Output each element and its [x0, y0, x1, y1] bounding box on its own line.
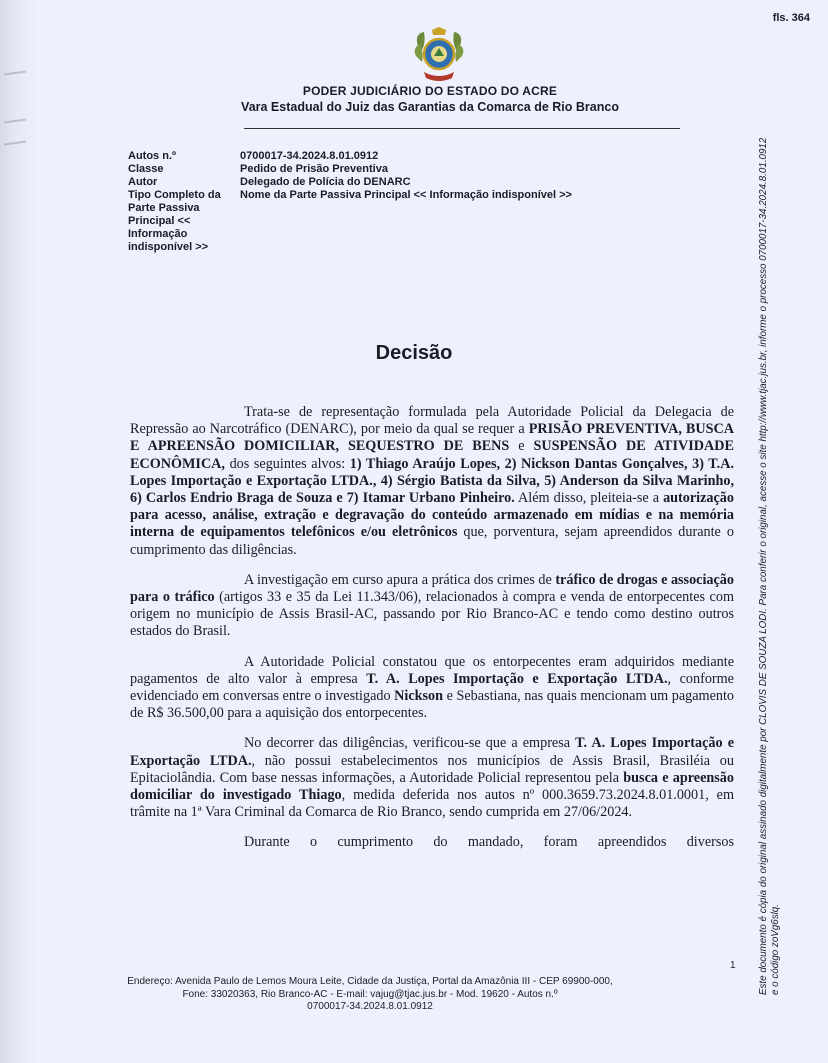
page-left-edge-shadow — [0, 0, 40, 1063]
edge-mark — [4, 140, 26, 145]
footer-line: 0700017-34.2024.8.01.0912 — [307, 1001, 433, 1012]
bold-run: T. A. Lopes Importação e Exportação LTDA. — [130, 735, 735, 769]
decision-body — [130, 404, 734, 865]
paragraph-4 — [130, 735, 734, 821]
text-run: Além disso, pleiteia-se a — [514, 490, 664, 507]
text-run: , conforme evidenciado em conversas entre o investigado — [130, 670, 734, 705]
case-info-block — [128, 150, 648, 254]
page-number-label: fls. 364 — [772, 12, 810, 24]
bold-run: Nickson — [394, 688, 444, 705]
paragraph-3 — [130, 654, 734, 723]
text-run: dos seguintes alvos: — [224, 455, 350, 472]
footer-line: Fone: 33020363, Rio Branco-AC - E-mail: vajug@tjac.jus.br - Mod. 19620 - Autos n.º — [182, 988, 558, 1000]
bold-run: SUSPENSÃO DE ATIVIDADE ECONÔMICA, — [130, 438, 734, 472]
text-run: No decorrer das diligências, verificou-se que a empresa — [244, 735, 576, 752]
case-info-row — [128, 189, 648, 254]
header-divider — [244, 128, 680, 129]
case-info-label: Tipo Completo da Parte Passiva Principal << Informação indisponível >> — [128, 189, 221, 253]
case-info-row — [128, 176, 648, 189]
bold-run: T. A. Lopes Importação e Exportação LTDA. — [366, 670, 668, 687]
bold-run: 1) Thiago Araújo Lopes, 2) Nickson Dantas Gonçalves, 3) T.A. Lopes Importação e Exportação LTDA., 4) Sérgio Batista da Silva, 5) Anderson da Silva Marinho, 6) Carlos Endrio Braga de Souza e 7) Itamar Urbano Pinheiro. — [130, 455, 735, 507]
case-info-value: 0700017-34.2024.8.01.0912 — [240, 150, 379, 162]
case-info-value: Nome da Parte Passiva Principal << Informação indisponível >> — [240, 189, 572, 201]
case-info-label: Autos n.º — [128, 150, 177, 162]
text-run: Durante o cumprimento do mandado, foram apreendidos diversos — [244, 834, 734, 851]
text-run: , medida deferida nos autos nº 000.3659.73.2024.8.01.0001, em trâmite na 1ª Vara Criminal da Comarca de Rio Branco, sendo cumprida em 27/06/2024. — [130, 787, 734, 821]
footer-line: Endereço: Avenida Paulo de Lemos Moura Leite, Cidade da Justiça, Portal da Amazônia III - CEP 69900-000, — [127, 976, 613, 987]
case-info-label: Classe — [128, 163, 164, 175]
document-title: Decisão — [375, 342, 453, 364]
edge-mark — [4, 70, 26, 75]
text-run: A investigação em curso apura a prática dos crimes de — [244, 571, 556, 588]
text-run: e Sebastiana, nas quais mencionam um pagamento de R$ 36.500,00 para a aquisição dos entorpecentes. — [130, 688, 735, 722]
case-info-value: Pedido de Prisão Preventiva — [240, 163, 388, 175]
text-run: A Autoridade Policial constatou que os entorpecentes eram adquiridos mediante pagamentos de alto valor à empresa — [130, 653, 734, 687]
text-run: Trata-se de representação formulada pela Autoridade Policial da Delegacia de Repressão ao Narcotráfico (DENARC), por meio da qual se requer a — [130, 404, 734, 438]
bold-run: busca e apreensão domiciliar do investigado Thiago — [130, 769, 734, 804]
text-run: e — [509, 438, 534, 455]
bold-run: tráfico de drogas e associação para o tráfico — [130, 571, 734, 606]
signature-note-line: Este documento é cópia do original assinado digitalmente por CLOVIS DE SOUZA LODI. Para conferir o original, acesse o site http://www.tjac.jus.br, informe o processo 0700017-34.2024.8.01.0912 — [758, 137, 769, 995]
case-info-row — [128, 150, 648, 163]
paragraph-2 — [130, 572, 734, 641]
case-info-label: Autor — [128, 176, 158, 188]
text-run: que, porventura, sejam apreendidos durante o cumprimento das diligências. — [130, 524, 734, 558]
text-run: , não possui estabelecimentos nos municípios de Assis Brasil, Brasiléia ou Epitaciolândia. Com base nessas informações, a Autoridade Policial representou pela — [130, 752, 734, 786]
case-info-value: Delegado de Polícia do DENARC — [240, 176, 411, 188]
paragraph-5 — [130, 834, 734, 851]
text-run: (artigos 33 e 35 da Lei 11.343/06), relacionados à compra e venda de entorpecentes com origem no município de Assis Brasil-AC, passando por Rio Branco-AC e tendo como destino outros estados do Brasil. — [130, 589, 734, 640]
bold-run: autorização para acesso, análise, extração e degravação do conteúdo armazenado em mídias e na memória interna de equipamentos telefônicos e/ou eletrônicos — [130, 490, 734, 541]
footer-address — [120, 976, 620, 1014]
edge-mark — [4, 118, 26, 123]
paragraph-1 — [130, 404, 734, 559]
bold-run: PRISÃO PREVENTIVA, BUSCA E APREENSÃO DOMICILIAR, SEQUESTRO DE BENS — [130, 421, 735, 455]
case-info-row — [128, 163, 648, 176]
state-coat-of-arms-icon — [412, 26, 466, 84]
court-division: Vara Estadual do Juiz das Garantias da Comarca de Rio Branco — [241, 100, 619, 114]
court-name: PODER JUDICIÁRIO DO ESTADO DO ACRE — [302, 84, 558, 98]
signature-note-line: e o código zoVg6slq. — [770, 904, 781, 995]
page-index: 1 — [730, 960, 736, 971]
